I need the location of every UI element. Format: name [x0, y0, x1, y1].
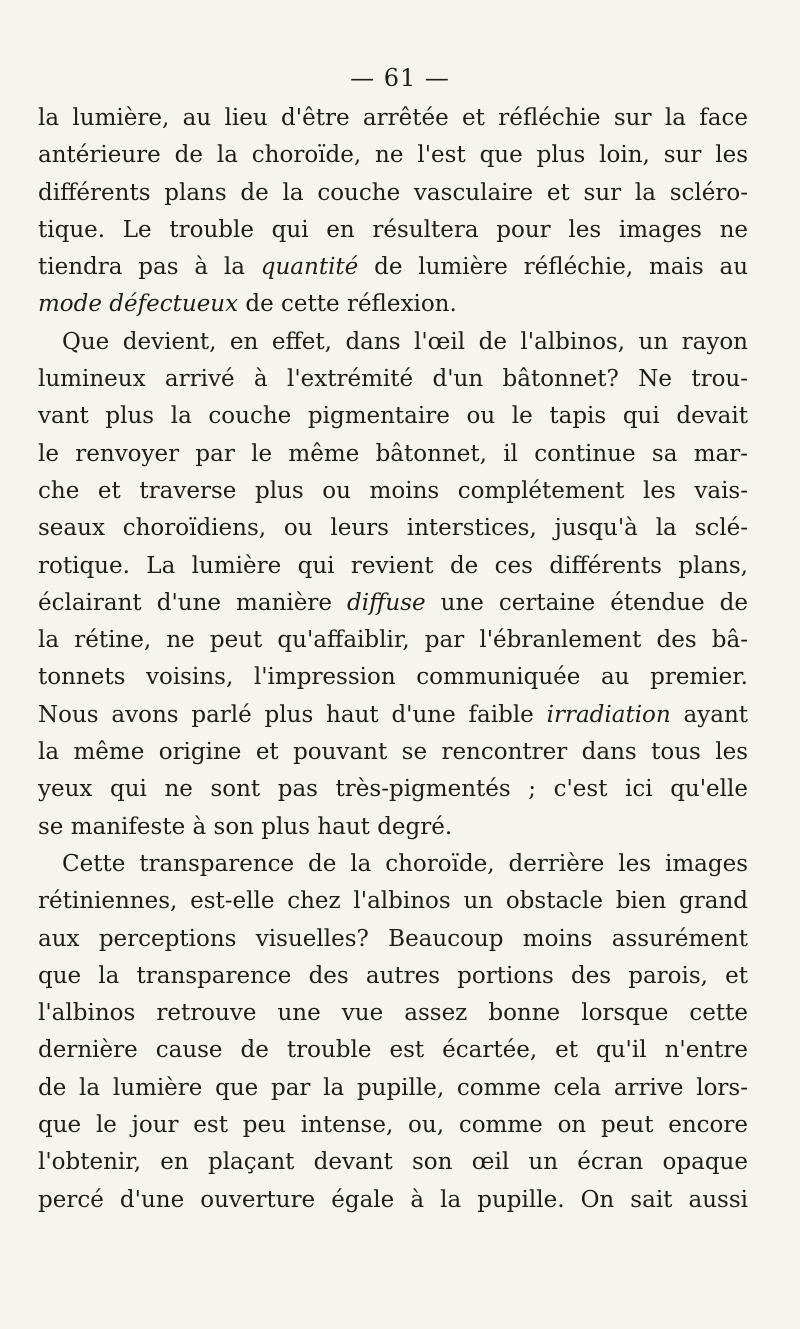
text-line [38, 809, 748, 846]
body-text [38, 100, 748, 1219]
text-run: de la lumière que par la pupille, comme cela arrive lors- [38, 1074, 748, 1101]
text-line [38, 436, 748, 473]
text-run: la rétine, ne peut qu'affaiblir, par l'ébranlement des bâ- [38, 627, 748, 654]
text-line [38, 175, 748, 212]
text-run: che et traverse plus ou moins complétement les vais- [38, 477, 748, 504]
text-run: antérieure de la choroïde, ne l'est que plus loin, sur les [38, 142, 748, 169]
text-line [38, 324, 748, 361]
text-line [38, 697, 748, 734]
text-run: éclairant d'une manière [38, 589, 347, 616]
italic-phrase: diffuse [347, 589, 426, 616]
text-line [38, 548, 748, 585]
italic-phrase: quantité [260, 254, 359, 281]
text-line [38, 734, 748, 771]
text-run: percé d'une ouverture égale à la pupille. On sait aussi [38, 1186, 748, 1213]
text-run: tique. Le trouble qui en résultera pour les images ne [38, 216, 748, 243]
text-run: que le jour est peu intense, ou, comme on peut encore [38, 1112, 748, 1139]
text-line [38, 958, 748, 995]
text-run: Cette transparence de la choroïde, derrière les images [62, 850, 748, 877]
text-line [38, 286, 748, 323]
text-run: seaux choroïdiens, ou leurs interstices, jusqu'à la sclé- [38, 515, 748, 542]
text-run: la même origine et pouvant se rencontrer dans tous les [38, 739, 748, 766]
text-run: rétiniennes, est-elle chez l'albinos un obstacle bien grand [38, 888, 748, 915]
page-number: — 61 — [350, 64, 450, 92]
text-line [38, 100, 748, 137]
text-line [38, 771, 748, 808]
text-line [38, 249, 748, 286]
text-line [38, 398, 748, 435]
text-line [38, 1032, 748, 1069]
text-run: de lumière réfléchie, mais au [358, 254, 749, 281]
text-line [38, 883, 748, 920]
text-run: l'albinos retrouve une vue assez bonne lorsque cette [38, 1000, 748, 1027]
italic-phrase: mode défectueux [38, 291, 239, 318]
text-run: tonnets voisins, l'impression communiquée au premier. [38, 664, 748, 691]
text-line [38, 137, 748, 174]
text-line [38, 1107, 748, 1144]
italic-phrase: irradiation [546, 701, 671, 728]
text-run: lumineux arrivé à l'extrémité d'un bâtonnet? Ne trou- [38, 366, 748, 393]
text-line [38, 622, 748, 659]
text-run: rotique. La lumière qui revient de ces différents plans, [38, 552, 748, 579]
text-run: ayant [670, 701, 748, 728]
text-line [38, 995, 748, 1032]
text-run: le renvoyer par le même bâtonnet, il continue sa mar- [38, 440, 748, 467]
text-line [38, 659, 748, 696]
text-line [38, 585, 748, 622]
text-line [38, 361, 748, 398]
text-run: se manifeste à son plus haut degré. [38, 813, 453, 840]
text-line [38, 510, 748, 547]
text-run: la lumière, au lieu d'être arrêtée et réfléchie sur la face [38, 105, 748, 131]
text-line [38, 473, 748, 510]
text-run: de cette réflexion. [238, 291, 457, 318]
text-run: que la transparence des autres portions des parois, et [38, 962, 748, 989]
text-run: tiendra pas à la [38, 254, 261, 281]
text-run: Nous avons parlé plus haut d'une faible [38, 701, 547, 728]
text-run: dernière cause de trouble est écartée, et qu'il n'entre [38, 1037, 748, 1064]
text-line [38, 1182, 748, 1219]
text-line [38, 1144, 748, 1181]
text-run: yeux qui ne sont pas très-pigmentés ; c'est ici qu'elle [38, 776, 748, 803]
text-run: vant plus la couche pigmentaire ou le tapis qui devait [38, 403, 748, 430]
text-run: Que devient, en effet, dans l'œil de l'albinos, un rayon [62, 328, 748, 355]
text-line [38, 846, 748, 883]
text-line [38, 1070, 748, 1107]
text-run: aux perceptions visuelles? Beaucoup moins assurément [38, 925, 748, 952]
text-run: l'obtenir, en plaçant devant son œil un écran opaque [38, 1149, 748, 1176]
text-run: différents plans de la couche vasculaire et sur la scléro- [38, 179, 748, 206]
text-line [38, 212, 748, 249]
text-line [38, 921, 748, 958]
text-run: une certaine étendue de [425, 589, 748, 616]
